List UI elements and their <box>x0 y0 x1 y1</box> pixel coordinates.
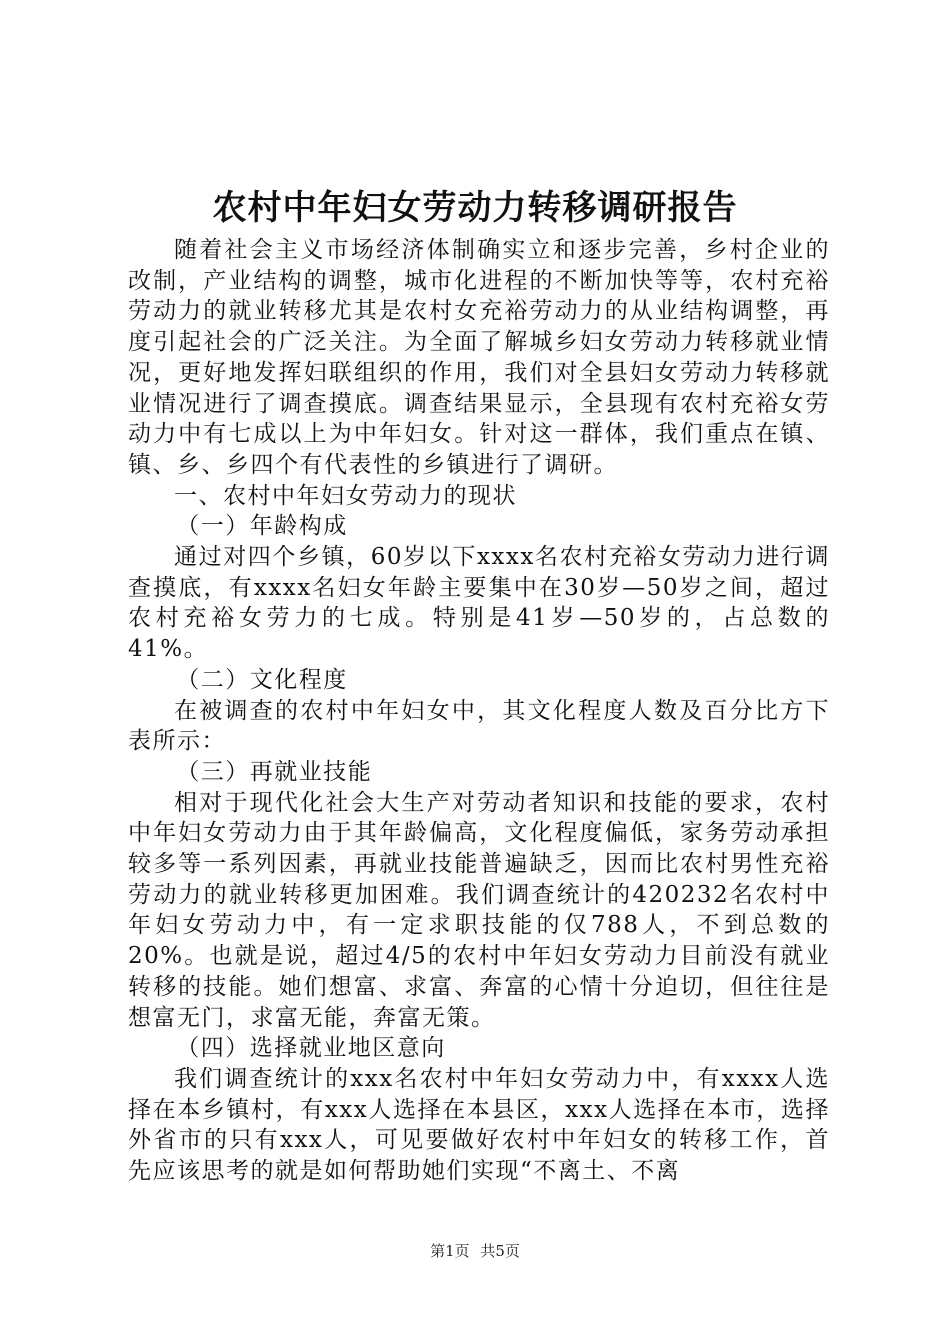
page-total: 共5页 <box>480 1242 520 1260</box>
skills-paragraph: 相对于现代化社会大生产对劳动者知识和技能的要求，农村中年妇女劳动力由于其年龄偏高，文化程度偏低，家务劳动承担较多等一系列因素，再就业技能普遍缺乏，因而比农村男性充裕劳动力的就业转移更加困难。我们调查统计的420232名农村中年妇女劳动力中，有一定求职技能的仅788人，不到总数的20%。也就是说，超过4/5的农村中年妇女劳动力目前没有就业转移的技能。她们想富、求富、奔富的心情十分迫切，但往往是想富无门，求富无能，奔富无策。 <box>128 789 830 1031</box>
region-paragraph: 我们调查统计的xxx名农村中年妇女劳动力中，有xxxx人选择在本乡镇村，有xxx人选择在本县区，xxx人选择在本市，选择外省市的只有xxx人，可见要做好农村中年妇女的转移工作，首先应该思考的就是如何帮助她们实现“不离土、不离 <box>128 1065 830 1185</box>
age-paragraph: 通过对四个乡镇，60岁以下xxxx名农村充裕女劳动力进行调查摸底，有xxxx名妇女年龄主要集中在30岁—50岁之间，超过农村充裕女劳力的七成。特别是41岁—50岁的，占总数的41%。 <box>128 544 830 663</box>
subsection-heading-age: （一）年龄构成 <box>176 513 348 540</box>
subsection-heading-region: （四）选择就业地区意向 <box>176 1035 446 1062</box>
section-heading-status: 一、农村中年妇女劳动力的现状 <box>174 482 517 509</box>
document-body <box>128 235 830 1187</box>
page-number: 第1页 <box>430 1242 470 1260</box>
intro-paragraph: 随着社会主义市场经济体制确实立和逐步完善，乡村企业的改制，产业结构的调整，城市化进程的不断加快等等，农村充裕劳动力的就业转移尤其是农村女充裕劳动力的从业结构调整，再度引起社会的广泛关注。为全面了解城乡妇女劳动力转移就业情况，更好地发挥妇联组织的作用，我们对全县妇女劳动力转移就业情况进行了调查摸底。调查结果显示，全县现有农村充裕女劳动力中有七成以上为中年妇女。针对这一群体，我们重点在镇、镇、乡、乡四个有代表性的乡镇进行了调研。 <box>128 237 830 478</box>
page-footer <box>0 1240 950 1262</box>
document-title: 农村中年妇女劳动力转移调研报告 <box>212 188 738 228</box>
education-paragraph: 在被调查的农村中年妇女中，其文化程度人数及百分比方下表所示： <box>128 697 830 755</box>
subsection-heading-education: （二）文化程度 <box>176 666 348 693</box>
subsection-heading-skills: （三）再就业技能 <box>176 758 373 785</box>
